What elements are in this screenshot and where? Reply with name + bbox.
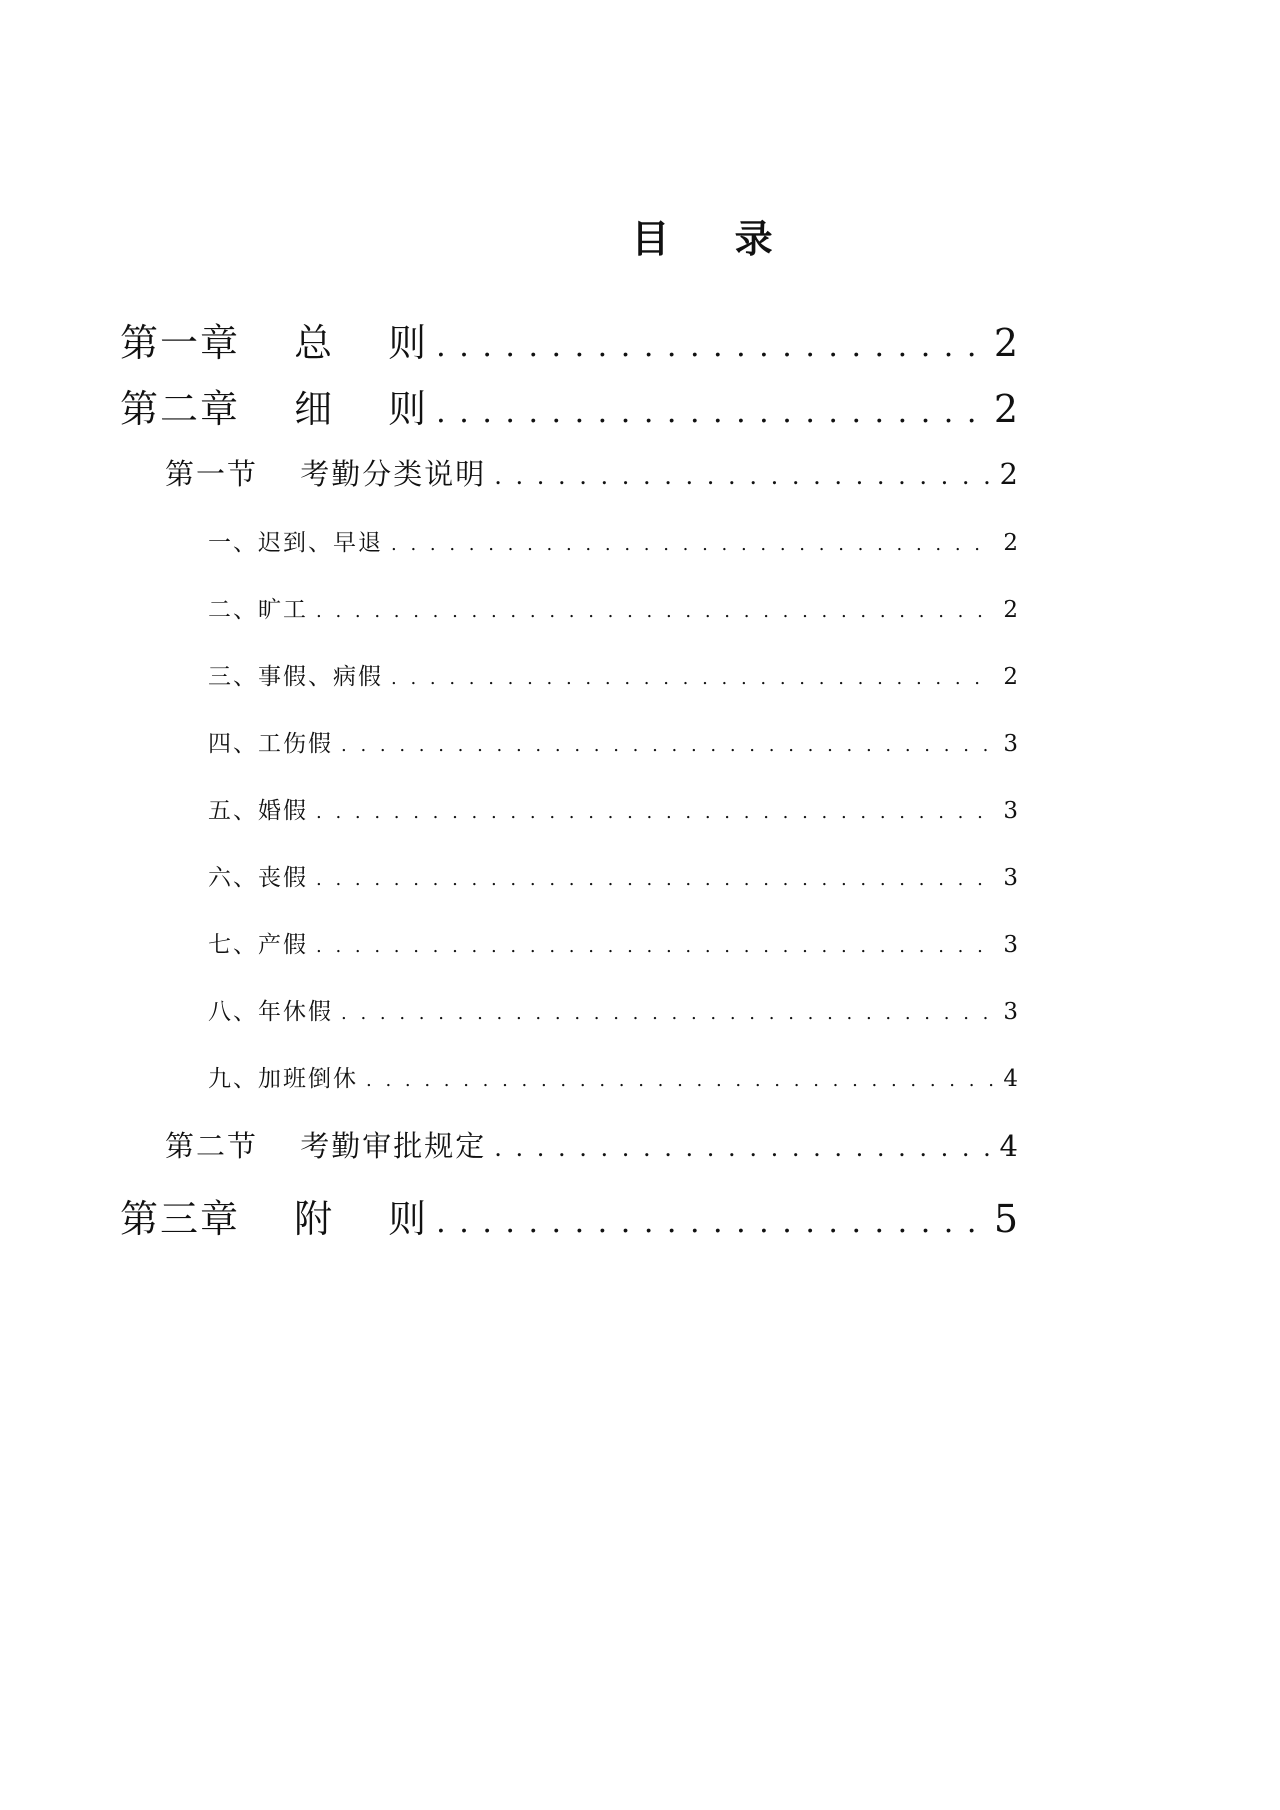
toc-entry-item-9[interactable]	[208, 1060, 1018, 1092]
dot-leader	[341, 735, 995, 756]
toc-entry-page: 3	[1003, 798, 1018, 824]
toc-entry-item-7[interactable]	[208, 926, 1018, 958]
toc-entry-label: 一、迟到、早退	[208, 530, 383, 556]
dot-leader	[494, 462, 991, 490]
dot-leader	[494, 1134, 991, 1162]
dot-leader	[316, 936, 995, 957]
dot-leader	[391, 668, 995, 689]
toc-entry-label: 第二章 细 则	[120, 387, 429, 431]
toc-entry-page: 3	[1003, 999, 1018, 1025]
toc-entry-chapter-3[interactable]	[120, 1188, 1018, 1241]
dot-leader	[316, 869, 995, 890]
toc-entry-label: 二、旷工	[208, 597, 308, 623]
toc-entry-label: 八、年休假	[208, 999, 333, 1025]
toc-entry-label: 九、加班倒休	[208, 1066, 358, 1092]
toc-entry-label: 第一章 总 则	[120, 321, 429, 365]
dot-leader	[436, 395, 986, 430]
toc-entry-section-1[interactable]	[165, 452, 1018, 492]
toc-entry-page: 2	[999, 457, 1018, 491]
toc-entry-page: 2	[1003, 664, 1018, 690]
toc-title: 目 录	[631, 216, 799, 261]
toc-entry-item-8[interactable]	[208, 993, 1018, 1025]
toc-entry-page: 5	[993, 1197, 1018, 1241]
toc-entry-page: 2	[1003, 597, 1018, 623]
dot-leader	[316, 802, 995, 823]
dot-leader	[436, 329, 986, 364]
toc-entry-item-6[interactable]	[208, 859, 1018, 891]
toc-entry-section-2[interactable]	[165, 1124, 1018, 1164]
toc-entry-label: 六、丧假	[208, 865, 308, 891]
toc-entry-label: 三、事假、病假	[208, 664, 383, 690]
dot-leader	[391, 534, 995, 555]
toc-entry-label: 第一节 考勤分类说明	[165, 457, 487, 491]
dot-leader	[341, 1003, 995, 1024]
toc-entry-item-4[interactable]	[208, 725, 1018, 757]
toc-entry-page: 3	[1003, 932, 1018, 958]
toc-entry-page: 2	[993, 387, 1018, 431]
toc-entry-label: 第二节 考勤审批规定	[165, 1129, 487, 1163]
dot-leader	[436, 1205, 986, 1240]
dot-leader	[366, 1070, 995, 1091]
toc-entry-page: 3	[1003, 731, 1018, 757]
toc-entry-item-2[interactable]	[208, 591, 1018, 623]
toc-entry-page: 4	[999, 1129, 1018, 1163]
toc-entry-chapter-2[interactable]	[120, 378, 1018, 431]
toc-entry-label: 第三章 附 则	[120, 1197, 429, 1241]
toc-entry-item-3[interactable]	[208, 658, 1018, 690]
toc-entry-page: 3	[1003, 865, 1018, 891]
toc-entry-page: 4	[1003, 1066, 1018, 1092]
toc-entry-label: 五、婚假	[208, 798, 308, 824]
toc-entry-page: 2	[1003, 530, 1018, 556]
toc-entry-item-5[interactable]	[208, 792, 1018, 824]
toc-entry-chapter-1[interactable]	[120, 312, 1018, 365]
dot-leader	[316, 601, 995, 622]
toc-entry-label: 七、产假	[208, 932, 308, 958]
toc-entry-label: 四、工伤假	[208, 731, 333, 757]
toc-entry-item-1[interactable]	[208, 524, 1018, 556]
toc-entry-page: 2	[993, 321, 1018, 365]
